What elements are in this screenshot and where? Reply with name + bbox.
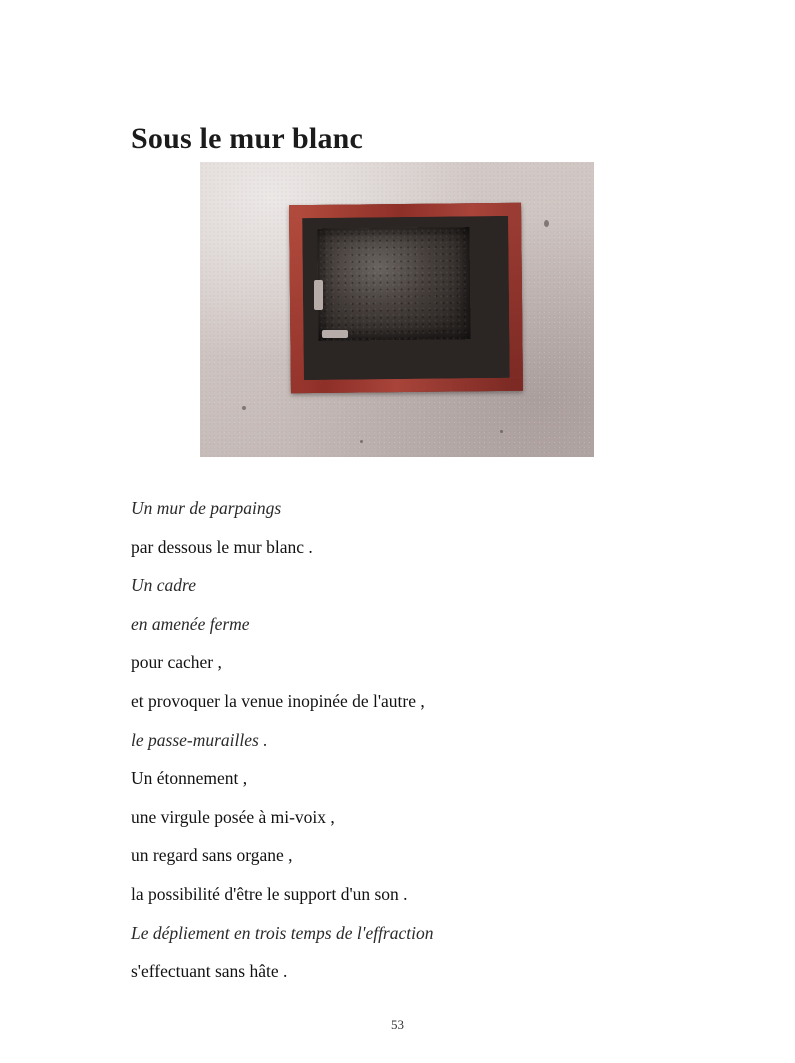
photo-figure bbox=[200, 162, 594, 457]
poem-line: Un étonnement , bbox=[131, 768, 248, 789]
poem-line: le passe-murailles . bbox=[131, 729, 268, 750]
poem-line: pour cacher , bbox=[131, 652, 222, 673]
poem-line: en amenée ferme bbox=[131, 613, 250, 634]
page-title: Sous le mur blanc bbox=[131, 122, 364, 156]
poem-line: une virgule posée à mi-voix , bbox=[131, 806, 335, 827]
wall-speck bbox=[544, 220, 549, 227]
opening-lip bbox=[322, 330, 348, 338]
wall-opening bbox=[317, 227, 470, 341]
page-number: 53 bbox=[391, 1017, 404, 1032]
wall-speck bbox=[360, 440, 363, 443]
poem-line: Le dépliement en trois temps de l'effraction bbox=[131, 922, 434, 943]
poem-line: s'effectuant sans hâte . bbox=[131, 961, 288, 982]
wall-speck bbox=[242, 406, 246, 410]
poem-line: et provoquer la venue inopinée de l'autre , bbox=[131, 690, 425, 711]
poem-line: la possibilité d'être le support d'un son . bbox=[131, 883, 408, 904]
poem-line: un regard sans organe , bbox=[131, 845, 293, 866]
opening-lip bbox=[314, 280, 323, 310]
wall-speck bbox=[500, 430, 503, 433]
poem-line: par dessous le mur blanc . bbox=[131, 536, 313, 557]
poem-line: Un cadre bbox=[131, 575, 196, 596]
poem-line: Un mur de parpaings bbox=[131, 498, 282, 518]
poem-body bbox=[131, 489, 691, 991]
opening-texture bbox=[317, 227, 470, 341]
